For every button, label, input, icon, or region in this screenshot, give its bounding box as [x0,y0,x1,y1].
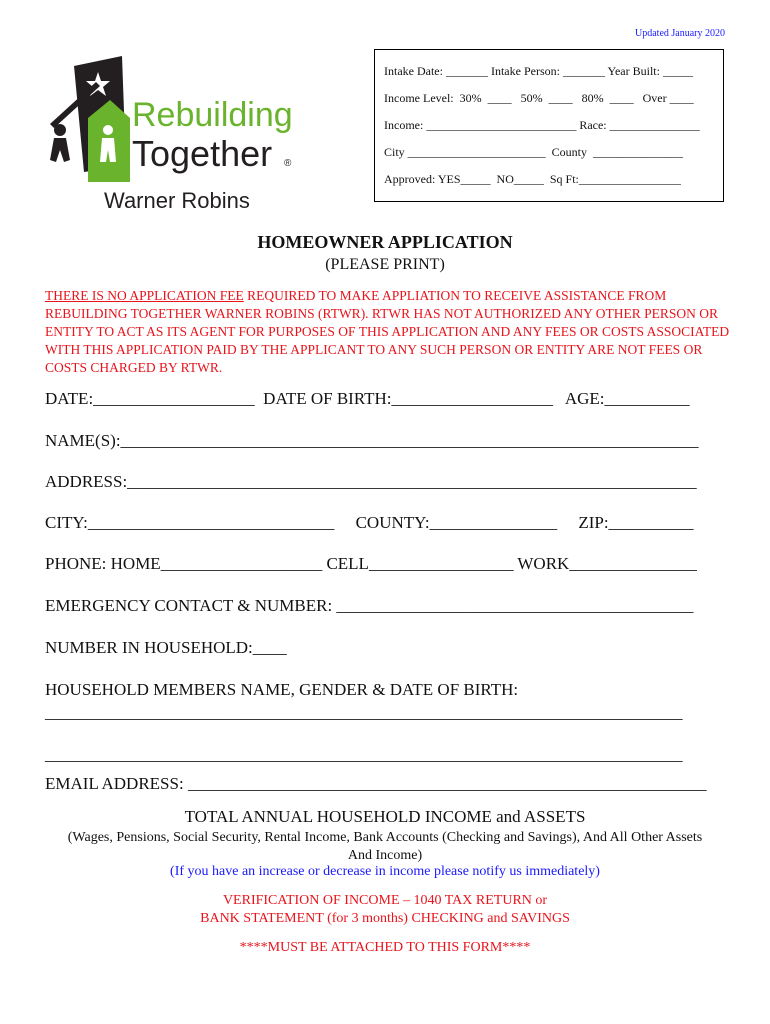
names-field[interactable]: NAME(S):____________________________________________________________________ [45,431,699,450]
emergency-contact-field[interactable]: EMERGENCY CONTACT & NUMBER: __________________________________________ [45,596,694,615]
page-title: HOMEOWNER APPLICATION [257,232,513,252]
intake-line[interactable]: Income Level: 30% ____ 50% ____ 80% ____ Over ____ [384,91,694,105]
intake-line[interactable]: Intake Date: _______ Intake Person: _______ Year Built: _____ [384,64,693,78]
figure-dark-body [50,138,70,162]
phone-line-field[interactable]: PHONE: HOME___________________ CELL_________________ WORK_______________ [45,554,697,573]
fee-notice [45,287,735,377]
address-field[interactable]: ADDRESS:___________________________________________________________________ [45,472,697,491]
household-count-field[interactable]: NUMBER IN HOUSEHOLD:____ [45,638,287,657]
income-notify-note: (If you have an increase or decrease in income please notify us immediately) [170,864,600,879]
figure-dark-head [54,124,66,136]
household-members-line-2[interactable]: ___________________________________________________________________________ [45,745,683,764]
logo-registered-mark: ® [284,158,292,169]
intake-line[interactable]: City _______________________ County _______________ [384,145,684,159]
intake-line[interactable]: Income: _________________________ Race: _______________ [384,118,700,132]
email-field[interactable]: EMAIL ADDRESS: _____________________________________________________________ [45,774,707,793]
household-members-label: HOUSEHOLD MEMBERS NAME, GENDER & DATE OF BIRTH: [45,680,519,699]
fee-notice-text: REQUIRED TO MAKE APPLIATION TO RECEIVE ASSISTANCE FROM REBUILDING TOGETHER WARNER ROBINS (RTWR). RTWR HAS NOT AUTHORIZED ANY OTHER PERSON OR ENTITY TO ACT AS ITS AGENT FOR PURPOSES OF THIS APPLICATION AND ANY FEES OR COSTS ASSOCIATED WITH THIS APPLICATION PAID BY THE APPLICANT TO ANY SUCH PERSON OR ENTITY ARE NOT FEES OR COSTS CHARGED BY RTWR. [45,288,730,375]
city-line-field[interactable]: CITY:_____________________________ COUNTY:_______________ ZIP:__________ [45,513,694,532]
verification-line-1: VERIFICATION OF INCOME – 1040 TAX RETURN or [222,893,548,908]
rebuilding-together-logo [44,54,334,216]
updated-date: Updated January 2020 [635,28,725,39]
household-members-line-1[interactable]: ___________________________________________________________________________ [45,703,683,722]
intake-line[interactable]: Approved: YES_____ NO_____ Sq Ft:_________________ [384,172,681,186]
page-subtitle: (PLEASE PRINT) [325,256,445,273]
logo-text-warner-robins: Warner Robins [104,188,250,213]
fee-notice-underlined: THERE IS NO APPLICATION FEE [45,288,244,303]
verification-line-2: BANK STATEMENT (for 3 months) CHECKING and SAVINGS [200,911,570,926]
income-title: TOTAL ANNUAL HOUSEHOLD INCOME and ASSETS [184,807,586,826]
intake-box [374,49,724,202]
attach-notice: ****MUST BE ATTACHED TO THIS FORM**** [239,940,531,955]
figure-white-head [103,125,113,135]
date-line-field[interactable]: DATE:___________________ DATE OF BIRTH:___________________ AGE:__________ [45,389,690,408]
logo-text-rebuilding: Rebuilding [132,96,293,134]
income-description: (Wages, Pensions, Social Security, Rental Income, Bank Accounts (Checking and Savings), And All Other Assets And Income) [67,830,703,863]
logo-text-together: Together [132,133,273,174]
